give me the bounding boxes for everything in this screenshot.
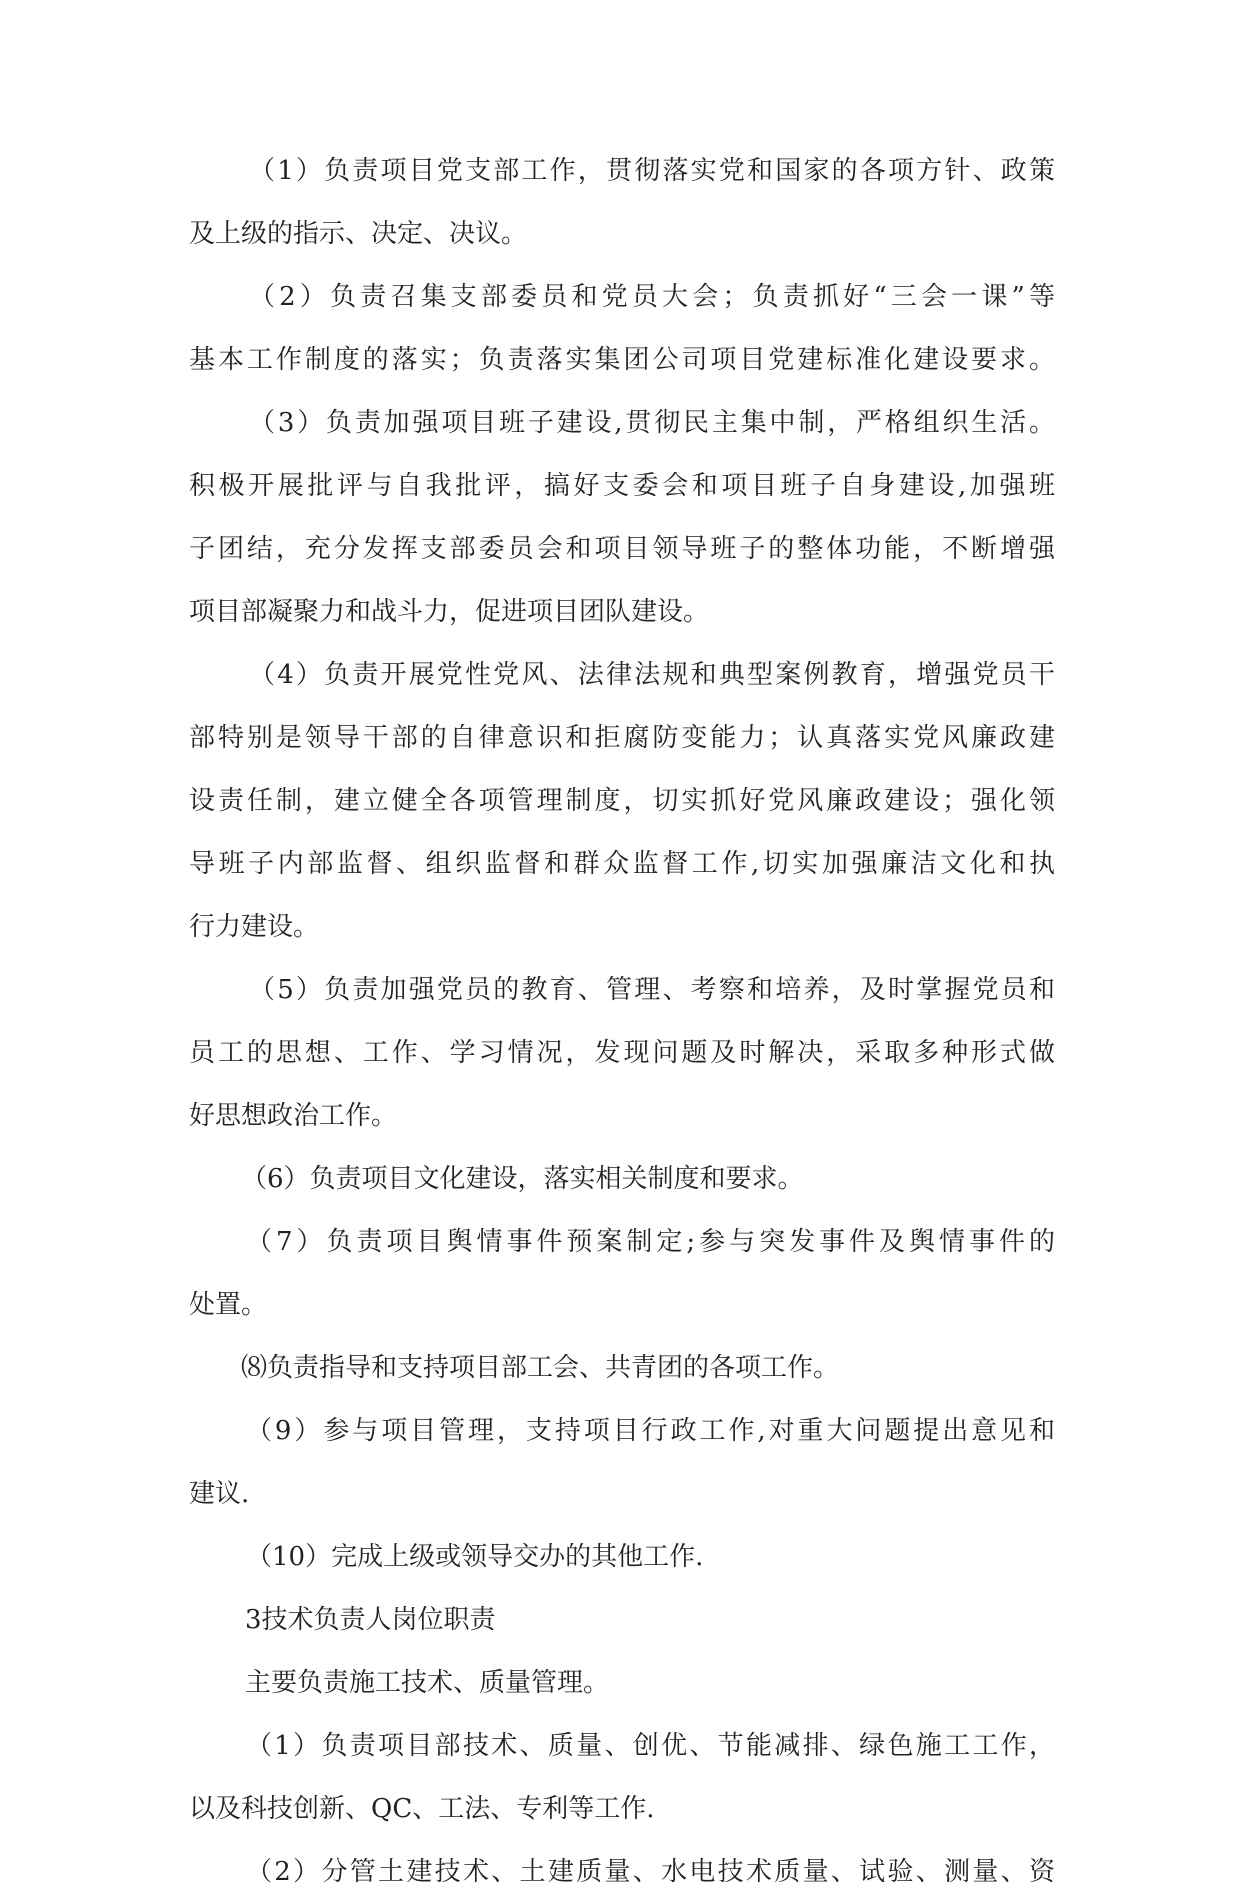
text-line: ⑻负责指导和支持项目部工会、共青团的各项工作。 [241,1353,840,1383]
text-line: （7）负责项目舆情事件预案制定;参与突发事件及舆情事件的 [246,1227,1055,1257]
document-page [189,152,1055,1891]
text-line: 设责任制，建立健全各项管理制度，切实抓好党风廉政建设；强化领 [189,786,1055,816]
text-line: 建议. [189,1479,250,1509]
text-line: 员工的思想、工作、学习情况，发现问题及时解决，采取多种形式做 [189,1038,1055,1068]
text-line: 基本工作制度的落实；负责落实集团公司项目党建标准化建设要求。 [189,345,1055,375]
section-heading: 3技术负责人岗位职责 [245,1605,496,1635]
text-line: （2）负责召集支部委员和党员大会；负责抓好“三会一课”等 [249,282,1055,312]
text-line: （4）负责开展党性党风、法律法规和典型案例教育，增强党员干 [249,660,1055,690]
text-line: 项目部凝聚力和战斗力，促进项目团队建设。 [189,597,710,627]
text-line: （10）完成上级或领导交办的其他工作. [246,1542,704,1572]
text-line: （9）参与项目管理，支持项目行政工作,对重大问题提出意见和 [246,1416,1055,1446]
text-line: 以及科技创新、QC、工法、专利等工作. [189,1794,655,1824]
text-line: 处置。 [189,1290,268,1320]
text-line: （1）负责项目党支部工作，贯彻落实党和国家的各项方针、政策 [249,156,1055,186]
text-line: 积极开展批评与自我批评，搞好支委会和项目班子自身建设,加强班 [189,471,1055,501]
text-line: 子团结，充分发挥支部委员会和项目领导班子的整体功能，不断增强 [189,534,1055,564]
text-line: 及上级的指示、决定、决议。 [189,219,528,249]
text-line: （3）负责加强项目班子建设,贯彻民主集中制，严格组织生活。 [249,408,1055,438]
text-line: （5）负责加强党员的教育、管理、考察和培养，及时掌握党员和 [249,975,1055,1005]
text-line: （1）负责项目部技术、质量、创优、节能减排、绿色施工工作， [246,1731,1055,1761]
text-line: 部特别是领导干部的自律意识和拒腐防变能力；认真落实党风廉政建 [189,723,1055,753]
text-line: （2）分管土建技术、土建质量、水电技术质量、试验、测量、资 [246,1857,1055,1887]
text-line: 导班子内部监督、组织监督和群众监督工作,切实加强廉洁文化和执 [189,849,1055,879]
text-line: 好思想政治工作。 [189,1101,398,1131]
text-line: 行力建设。 [189,912,320,942]
text-line: （6）负责项目文化建设，落实相关制度和要求。 [241,1164,804,1194]
text-line: 主要负责施工技术、质量管理。 [245,1668,610,1698]
